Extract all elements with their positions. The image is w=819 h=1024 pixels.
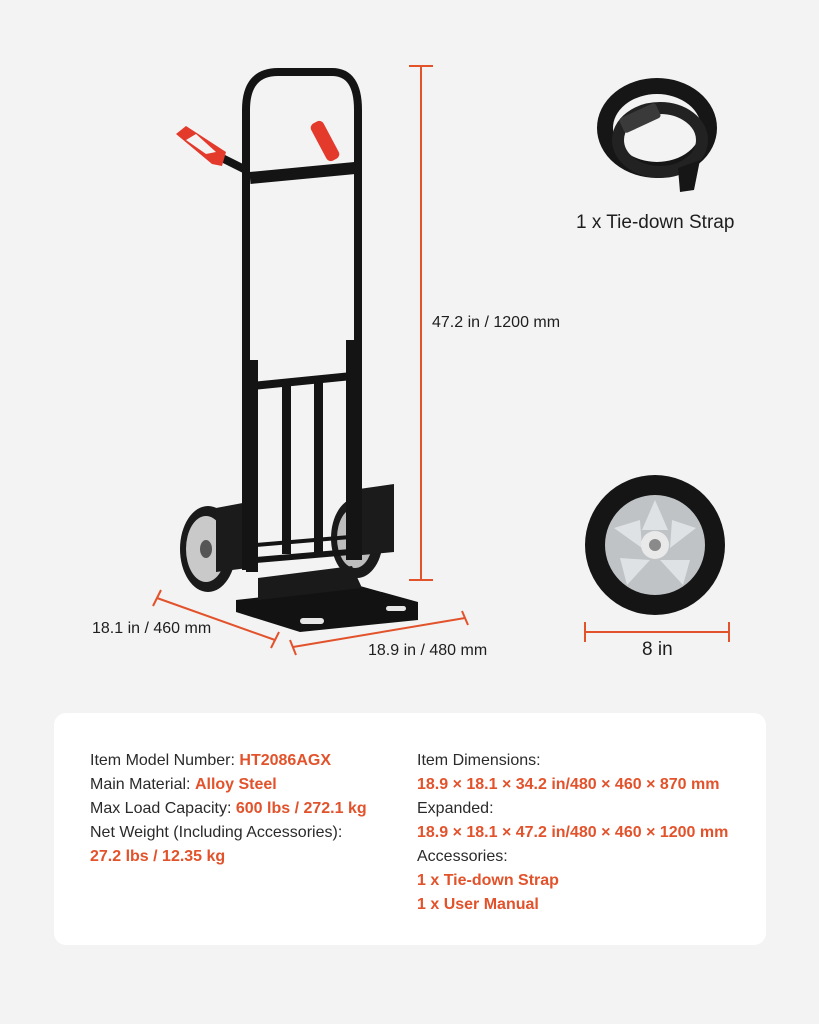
model-number-row <box>90 749 410 773</box>
accessory-item: 1 x User Manual <box>417 896 539 913</box>
accessory-item: 1 x Tie-down Strap <box>417 872 559 889</box>
load-capacity-label: Max Load Capacity: <box>90 800 232 817</box>
left-handle <box>176 126 246 170</box>
material-row <box>90 773 410 797</box>
specs-right-column <box>417 749 757 917</box>
specifications-card <box>54 713 766 945</box>
tie-down-strap-image <box>605 86 709 192</box>
depth-dimension-label: 18.1 in / 460 mm <box>92 620 212 637</box>
height-dimension-line <box>409 66 433 580</box>
item-dimensions-value: 18.9 × 18.1 × 34.2 in/480 × 460 × 870 mm <box>417 776 720 793</box>
right-handle <box>309 119 341 163</box>
height-dimension-label: 47.2 in / 1200 mm <box>432 314 561 331</box>
expanded-value: 18.9 × 18.1 × 47.2 in/480 × 460 × 1200 mm <box>417 824 729 841</box>
wheel-size-label: 8 in <box>642 639 673 660</box>
expanded-label: Expanded: <box>417 800 494 817</box>
material-value: Alloy Steel <box>194 776 277 793</box>
hand-truck <box>176 72 418 632</box>
model-number-value: HT2086AGX <box>239 752 331 769</box>
specs-left-column <box>90 749 410 869</box>
material-label: Main Material: <box>90 776 191 793</box>
tie-down-strap-label: 1 x Tie-down Strap <box>576 212 735 233</box>
net-weight-label: Net Weight (Including Accessories): <box>90 824 343 841</box>
wheel-detail-image <box>585 475 725 615</box>
accessories-label: Accessories: <box>417 848 508 865</box>
item-dimensions-label: Item Dimensions: <box>417 752 541 769</box>
model-number-label: Item Model Number: <box>90 752 235 769</box>
net-weight-value: 27.2 lbs / 12.35 kg <box>90 848 226 865</box>
load-capacity-row <box>90 797 410 821</box>
load-capacity-value: 600 lbs / 272.1 kg <box>235 800 367 817</box>
width-dimension-label: 18.9 in / 480 mm <box>368 642 488 659</box>
